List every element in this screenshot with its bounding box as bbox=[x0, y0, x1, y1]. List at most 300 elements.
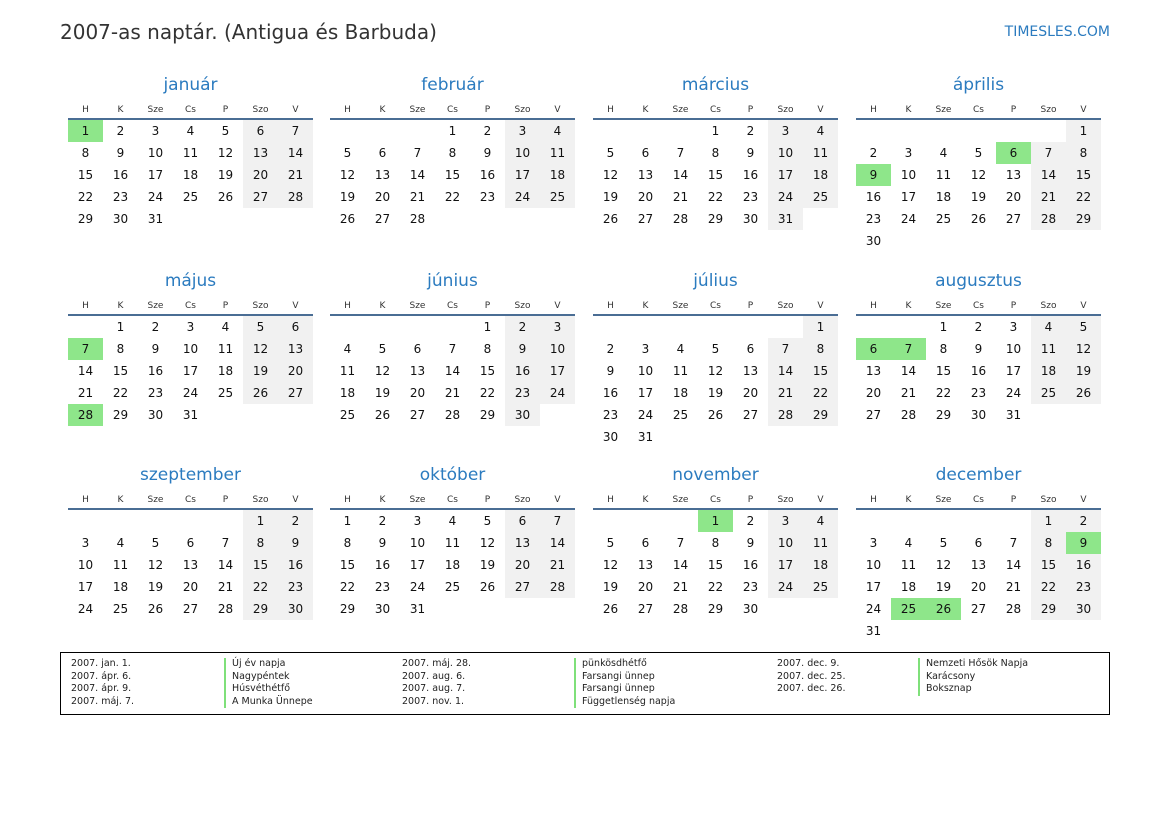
day-cell: 10 bbox=[77, 558, 94, 572]
day-cell: 2 bbox=[746, 124, 755, 138]
weekday-header: Cs bbox=[698, 97, 733, 119]
day-cell: 17 bbox=[637, 386, 654, 400]
day-cell: 12 bbox=[479, 536, 496, 550]
weekday-header: Sze bbox=[663, 293, 698, 315]
day-cell: 30 bbox=[505, 404, 540, 426]
day-cell: 24 bbox=[865, 602, 882, 616]
day-cell: 19 bbox=[479, 558, 496, 572]
empty-cell bbox=[961, 620, 996, 642]
weekday-header: P bbox=[470, 487, 505, 509]
day-cell: 23 bbox=[278, 576, 313, 598]
day-cell: 1 bbox=[711, 124, 720, 138]
day-cell: 21 bbox=[768, 382, 803, 404]
day-cell: 26 bbox=[707, 408, 724, 422]
empty-cell bbox=[68, 315, 103, 338]
day-cell: 15 bbox=[707, 168, 724, 182]
day-cell: 25 bbox=[803, 576, 838, 598]
empty-cell bbox=[208, 208, 243, 230]
day-cell: 16 bbox=[970, 364, 987, 378]
empty-cell bbox=[505, 208, 540, 230]
month-name: július bbox=[693, 271, 738, 291]
month-name: december bbox=[935, 465, 1022, 485]
day-cell: 29 bbox=[1031, 598, 1066, 620]
empty-cell bbox=[926, 119, 961, 142]
empty-cell bbox=[593, 315, 628, 338]
day-cell: 20 bbox=[505, 554, 540, 576]
day-cell: 24 bbox=[505, 186, 540, 208]
weekday-header: Sze bbox=[663, 487, 698, 509]
day-cell: 21 bbox=[77, 386, 94, 400]
day-cell: 17 bbox=[900, 190, 917, 204]
day-cell: 8 bbox=[711, 536, 720, 550]
day-cell: 26 bbox=[970, 212, 987, 226]
day-cell: 2 bbox=[974, 320, 983, 334]
day-cell: 9 bbox=[151, 342, 160, 356]
day-cell: 26 bbox=[147, 602, 164, 616]
day-cell: 10 bbox=[1005, 342, 1022, 356]
day-cell: 10 bbox=[147, 146, 164, 160]
empty-cell bbox=[278, 208, 313, 230]
day-cell: 21 bbox=[1005, 580, 1022, 594]
holiday-date: 2007. dec. 25. bbox=[777, 670, 846, 682]
empty-cell bbox=[593, 119, 628, 142]
day-cell: 5 bbox=[974, 146, 983, 160]
weekday-header: H bbox=[330, 487, 365, 509]
day-cell: 8 bbox=[711, 146, 720, 160]
day-cell: 4 bbox=[803, 119, 838, 142]
day-cell: 3 bbox=[869, 536, 878, 550]
month-name: február bbox=[421, 75, 484, 95]
weekday-header: Szo bbox=[243, 293, 278, 315]
day-cell: 1 bbox=[343, 514, 352, 528]
day-cell: 19 bbox=[243, 360, 278, 382]
day-cell: 3 bbox=[904, 146, 913, 160]
weekday-header: H bbox=[856, 293, 891, 315]
day-cell: 15 bbox=[803, 360, 838, 382]
weekday-header: Sze bbox=[926, 97, 961, 119]
weekday-header: V bbox=[803, 487, 838, 509]
weekday-header: H bbox=[856, 97, 891, 119]
day-cell: 13 bbox=[1005, 168, 1022, 182]
day-cell: 22 bbox=[243, 576, 278, 598]
month-name: április bbox=[952, 75, 1005, 95]
day-cell: 28 bbox=[68, 404, 103, 426]
empty-cell bbox=[803, 426, 838, 448]
day-cell: 3 bbox=[641, 342, 650, 356]
weekday-header: Szo bbox=[505, 487, 540, 509]
day-cell: 12 bbox=[1066, 338, 1101, 360]
day-cell: 11 bbox=[339, 364, 356, 378]
day-cell: 11 bbox=[182, 146, 199, 160]
day-cell: 10 bbox=[182, 342, 199, 356]
day-cell: 9 bbox=[483, 146, 492, 160]
weekday-header: K bbox=[103, 293, 138, 315]
day-cell: 19 bbox=[602, 190, 619, 204]
weekday-header: Szo bbox=[1031, 97, 1066, 119]
day-cell: 19 bbox=[970, 190, 987, 204]
weekday-header: Szo bbox=[768, 487, 803, 509]
weekday-header: Szo bbox=[243, 97, 278, 119]
day-cell: 25 bbox=[1031, 382, 1066, 404]
day-cell: 11 bbox=[217, 342, 234, 356]
empty-cell bbox=[961, 230, 996, 252]
day-cell: 27 bbox=[409, 408, 426, 422]
day-cell: 17 bbox=[147, 168, 164, 182]
weekday-header: Cs bbox=[961, 97, 996, 119]
day-cell: 29 bbox=[112, 408, 129, 422]
day-cell: 28 bbox=[1031, 208, 1066, 230]
day-cell: 30 bbox=[112, 212, 129, 226]
day-cell: 12 bbox=[147, 558, 164, 572]
day-cell: 23 bbox=[1066, 576, 1101, 598]
day-cell: 12 bbox=[935, 558, 952, 572]
day-cell: 22 bbox=[77, 190, 94, 204]
day-cell: 1 bbox=[448, 124, 457, 138]
empty-cell bbox=[400, 119, 435, 142]
day-cell: 27 bbox=[637, 602, 654, 616]
day-cell: 21 bbox=[900, 386, 917, 400]
holiday-name: Új év napja bbox=[224, 658, 285, 671]
day-cell: 19 bbox=[217, 168, 234, 182]
empty-cell bbox=[663, 315, 698, 338]
day-cell: 26 bbox=[602, 212, 619, 226]
day-cell: 8 bbox=[939, 342, 948, 356]
day-cell: 29 bbox=[803, 404, 838, 426]
day-cell: 9 bbox=[378, 536, 387, 550]
month-calendar bbox=[68, 463, 313, 620]
empty-cell bbox=[628, 315, 663, 338]
month-calendar bbox=[593, 269, 838, 448]
empty-cell bbox=[68, 509, 103, 532]
empty-cell bbox=[365, 315, 400, 338]
day-cell: 25 bbox=[217, 386, 234, 400]
day-cell: 4 bbox=[540, 119, 575, 142]
day-cell: 26 bbox=[217, 190, 234, 204]
month-name: szeptember bbox=[140, 465, 241, 485]
day-cell: 27 bbox=[970, 602, 987, 616]
day-cell: 8 bbox=[448, 146, 457, 160]
empty-cell bbox=[1031, 230, 1066, 252]
holiday-date: 2007. máj. 28. bbox=[402, 658, 472, 669]
day-cell: 16 bbox=[602, 386, 619, 400]
day-cell: 13 bbox=[182, 558, 199, 572]
day-cell: 29 bbox=[707, 602, 724, 616]
day-cell: 30 bbox=[602, 430, 619, 444]
day-cell: 6 bbox=[505, 509, 540, 532]
day-cell: 18 bbox=[900, 580, 917, 594]
day-cell: 27 bbox=[505, 576, 540, 598]
empty-cell bbox=[330, 119, 365, 142]
weekday-header: H bbox=[68, 487, 103, 509]
weekday-header: Sze bbox=[926, 293, 961, 315]
day-cell: 18 bbox=[935, 190, 952, 204]
weekday-header: K bbox=[891, 97, 926, 119]
day-cell: 23 bbox=[505, 382, 540, 404]
day-cell: 19 bbox=[147, 580, 164, 594]
day-cell: 8 bbox=[1066, 142, 1101, 164]
empty-cell bbox=[1066, 404, 1101, 426]
day-cell: 20 bbox=[182, 580, 199, 594]
weekday-header: K bbox=[628, 487, 663, 509]
empty-cell bbox=[208, 509, 243, 532]
day-cell: 23 bbox=[970, 386, 987, 400]
holiday-date: 2007. ápr. 6. bbox=[71, 670, 132, 682]
day-cell: 30 bbox=[742, 602, 759, 616]
weekday-header: Sze bbox=[138, 97, 173, 119]
day-cell: 31 bbox=[637, 430, 654, 444]
day-cell: 14 bbox=[77, 364, 94, 378]
day-cell: 3 bbox=[768, 119, 803, 142]
day-cell: 27 bbox=[278, 382, 313, 404]
day-cell: 1 bbox=[483, 320, 492, 334]
day-cell: 11 bbox=[444, 536, 461, 550]
day-cell: 22 bbox=[444, 190, 461, 204]
day-cell: 3 bbox=[151, 124, 160, 138]
day-cell: 1 bbox=[116, 320, 125, 334]
day-cell: 7 bbox=[768, 338, 803, 360]
site-link[interactable]: TIMESLES.COM bbox=[1004, 24, 1110, 40]
day-cell: 22 bbox=[707, 580, 724, 594]
empty-cell bbox=[961, 509, 996, 532]
day-cell: 16 bbox=[742, 558, 759, 572]
weekday-header: Sze bbox=[926, 487, 961, 509]
weekday-header: H bbox=[68, 293, 103, 315]
empty-cell bbox=[663, 426, 698, 448]
weekday-header: Sze bbox=[400, 293, 435, 315]
empty-cell bbox=[996, 509, 1031, 532]
empty-cell bbox=[891, 620, 926, 642]
day-cell: 9 bbox=[1066, 532, 1101, 554]
holiday-name: Nemzeti Hősök Napja bbox=[918, 658, 1028, 671]
empty-cell bbox=[733, 426, 768, 448]
day-cell: 28 bbox=[672, 212, 689, 226]
day-cell: 18 bbox=[1031, 360, 1066, 382]
day-cell: 19 bbox=[935, 580, 952, 594]
day-cell: 14 bbox=[900, 364, 917, 378]
empty-cell bbox=[138, 509, 173, 532]
weekday-header: Cs bbox=[173, 487, 208, 509]
day-cell: 17 bbox=[540, 360, 575, 382]
empty-cell bbox=[891, 119, 926, 142]
day-cell: 30 bbox=[865, 234, 882, 248]
weekday-header: P bbox=[470, 97, 505, 119]
day-cell: 6 bbox=[856, 338, 891, 360]
day-cell: 23 bbox=[742, 580, 759, 594]
empty-cell bbox=[768, 598, 803, 620]
empty-cell bbox=[926, 509, 961, 532]
day-cell: 1 bbox=[803, 315, 838, 338]
day-cell: 6 bbox=[996, 142, 1031, 164]
day-cell: 23 bbox=[865, 212, 882, 226]
holiday-date: 2007. dec. 26. bbox=[777, 683, 846, 695]
day-cell: 30 bbox=[278, 598, 313, 620]
day-cell: 20 bbox=[1005, 190, 1022, 204]
day-cell: 2 bbox=[116, 124, 125, 138]
day-cell: 1 bbox=[939, 320, 948, 334]
weekday-header: Sze bbox=[400, 487, 435, 509]
day-cell: 12 bbox=[339, 168, 356, 182]
day-cell: 28 bbox=[900, 408, 917, 422]
weekday-header: Szo bbox=[768, 293, 803, 315]
day-cell: 3 bbox=[1009, 320, 1018, 334]
holiday-date: 2007. dec. 9. bbox=[777, 658, 840, 669]
day-cell: 28 bbox=[217, 602, 234, 616]
day-cell: 21 bbox=[540, 554, 575, 576]
day-cell: 27 bbox=[637, 212, 654, 226]
day-cell: 6 bbox=[243, 119, 278, 142]
day-cell: 11 bbox=[900, 558, 917, 572]
empty-cell bbox=[1066, 230, 1101, 252]
day-cell: 6 bbox=[278, 315, 313, 338]
day-cell: 11 bbox=[803, 532, 838, 554]
empty-cell bbox=[243, 208, 278, 230]
weekday-header: Sze bbox=[138, 293, 173, 315]
month-calendar bbox=[68, 73, 313, 230]
weekday-header: V bbox=[540, 97, 575, 119]
day-cell: 24 bbox=[768, 186, 803, 208]
day-cell: 18 bbox=[803, 164, 838, 186]
day-cell: 24 bbox=[147, 190, 164, 204]
day-cell: 19 bbox=[374, 386, 391, 400]
day-cell: 18 bbox=[217, 364, 234, 378]
weekday-header: Cs bbox=[435, 487, 470, 509]
day-cell: 14 bbox=[768, 360, 803, 382]
empty-cell bbox=[926, 230, 961, 252]
day-cell: 14 bbox=[409, 168, 426, 182]
month-name: november bbox=[672, 465, 759, 485]
month-calendar bbox=[330, 269, 575, 426]
day-cell: 25 bbox=[444, 580, 461, 594]
day-cell: 2 bbox=[278, 509, 313, 532]
day-cell: 22 bbox=[707, 190, 724, 204]
empty-cell bbox=[996, 620, 1031, 642]
day-cell: 15 bbox=[444, 168, 461, 182]
day-cell: 24 bbox=[1005, 386, 1022, 400]
weekday-header: V bbox=[278, 487, 313, 509]
day-cell: 5 bbox=[483, 514, 492, 528]
weekday-header: V bbox=[803, 97, 838, 119]
day-cell: 25 bbox=[891, 598, 926, 620]
day-cell: 16 bbox=[278, 554, 313, 576]
day-cell: 26 bbox=[339, 212, 356, 226]
day-cell: 8 bbox=[343, 536, 352, 550]
day-cell: 27 bbox=[1005, 212, 1022, 226]
empty-cell bbox=[243, 404, 278, 426]
day-cell: 5 bbox=[243, 315, 278, 338]
holiday-name: pünkösdhétfő bbox=[574, 658, 647, 671]
day-cell: 5 bbox=[378, 342, 387, 356]
day-cell: 8 bbox=[243, 532, 278, 554]
day-cell: 2 bbox=[378, 514, 387, 528]
day-cell: 4 bbox=[939, 146, 948, 160]
day-cell: 9 bbox=[116, 146, 125, 160]
holiday-name: Karácsony bbox=[918, 671, 975, 684]
day-cell: 13 bbox=[637, 168, 654, 182]
day-cell: 6 bbox=[641, 536, 650, 550]
day-cell: 13 bbox=[243, 142, 278, 164]
day-cell: 23 bbox=[602, 408, 619, 422]
empty-cell bbox=[891, 509, 926, 532]
empty-cell bbox=[996, 119, 1031, 142]
day-cell: 17 bbox=[865, 580, 882, 594]
empty-cell bbox=[470, 598, 505, 620]
weekday-header: H bbox=[593, 97, 628, 119]
weekday-header: Szo bbox=[505, 97, 540, 119]
day-cell: 5 bbox=[151, 536, 160, 550]
month-name: január bbox=[163, 75, 218, 95]
day-cell: 20 bbox=[374, 190, 391, 204]
day-cell: 11 bbox=[935, 168, 952, 182]
day-cell: 30 bbox=[742, 212, 759, 226]
day-cell: 29 bbox=[935, 408, 952, 422]
day-cell: 20 bbox=[637, 190, 654, 204]
weekday-header: V bbox=[278, 97, 313, 119]
weekday-header: Cs bbox=[698, 293, 733, 315]
empty-cell bbox=[996, 230, 1031, 252]
day-cell: 22 bbox=[1031, 576, 1066, 598]
day-cell: 27 bbox=[182, 602, 199, 616]
empty-cell bbox=[926, 620, 961, 642]
day-cell: 18 bbox=[540, 164, 575, 186]
holiday-name: A Munka Ünnepe bbox=[224, 696, 313, 709]
weekday-header: V bbox=[278, 293, 313, 315]
day-cell: 5 bbox=[221, 124, 230, 138]
month-calendar bbox=[330, 73, 575, 230]
day-cell: 26 bbox=[479, 580, 496, 594]
empty-cell bbox=[173, 509, 208, 532]
day-cell: 6 bbox=[641, 146, 650, 160]
day-cell: 22 bbox=[112, 386, 129, 400]
day-cell: 8 bbox=[803, 338, 838, 360]
empty-cell bbox=[400, 315, 435, 338]
day-cell: 14 bbox=[1031, 164, 1066, 186]
empty-cell bbox=[540, 208, 575, 230]
day-cell: 17 bbox=[77, 580, 94, 594]
weekday-header: K bbox=[628, 97, 663, 119]
weekday-header: Szo bbox=[243, 487, 278, 509]
day-cell: 5 bbox=[343, 146, 352, 160]
day-cell: 9 bbox=[856, 164, 891, 186]
day-cell: 9 bbox=[746, 536, 755, 550]
day-cell: 4 bbox=[221, 320, 230, 334]
month-calendar bbox=[593, 73, 838, 230]
day-cell: 21 bbox=[444, 386, 461, 400]
day-cell: 14 bbox=[444, 364, 461, 378]
day-cell: 17 bbox=[1005, 364, 1022, 378]
day-cell: 2 bbox=[151, 320, 160, 334]
weekday-header: H bbox=[593, 293, 628, 315]
day-cell: 12 bbox=[602, 558, 619, 572]
day-cell: 12 bbox=[243, 338, 278, 360]
day-cell: 27 bbox=[865, 408, 882, 422]
weekday-header: H bbox=[68, 97, 103, 119]
day-cell: 12 bbox=[217, 146, 234, 160]
day-cell: 15 bbox=[77, 168, 94, 182]
day-cell: 19 bbox=[339, 190, 356, 204]
month-calendar bbox=[68, 269, 313, 426]
month-calendar bbox=[856, 463, 1101, 642]
weekday-header: P bbox=[208, 293, 243, 315]
day-cell: 7 bbox=[221, 536, 230, 550]
weekday-header: V bbox=[1066, 293, 1101, 315]
weekday-header: K bbox=[891, 293, 926, 315]
empty-cell bbox=[628, 119, 663, 142]
day-cell: 16 bbox=[374, 558, 391, 572]
weekday-header: K bbox=[365, 97, 400, 119]
month-calendar bbox=[856, 73, 1101, 252]
day-cell: 6 bbox=[186, 536, 195, 550]
holiday-date: 2007. máj. 7. bbox=[71, 695, 135, 707]
